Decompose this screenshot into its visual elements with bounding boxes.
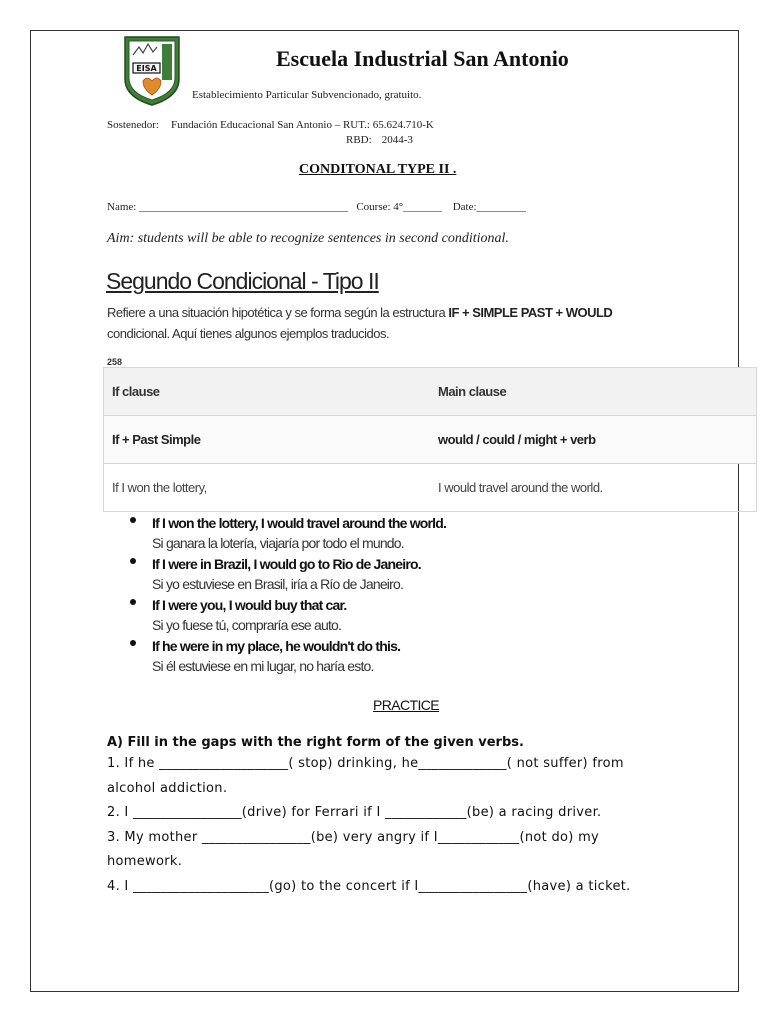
sostenedor-line [107,119,434,131]
exercise-title: A) Fill in the gaps with the right form of the given verbs. [107,735,524,750]
exercise-line: alcohol addiction. [107,780,228,796]
example-spanish: Si ganara la lotería, viajaría por todo el mundo. [152,535,404,551]
list-item [130,554,446,595]
exercise-line: 3. My mother ________________(be) very angry if I____________(not do) my [107,829,600,845]
example-english: If he were in my place, he wouldn't do this. [152,638,401,654]
student-info-line: Name: ______________________________________ Course: 4°_______ Date:_________ [107,201,527,213]
header-main-clause: Main clause [430,368,757,416]
exercise-line: 4. I ____________________(go) to the concert if I________________(have) a ticket. [107,878,631,894]
example-english: If I were in Brazil, I would go to Rio de Janeiro. [152,556,421,572]
header-if-clause: If clause [104,368,431,416]
bullet-icon [130,599,136,605]
bullet-icon [130,517,136,523]
exercise-line: 1. If he ___________________( stop) drinking, he_____________( not suffer) from [107,756,624,771]
rbd-value: 2044-3 [381,134,413,146]
bullet-icon [130,640,136,646]
sostenedor-label: Sostenedor: [107,119,159,131]
intro-structure: IF + SIMPLE PAST + WOULD [448,305,613,320]
school-subtitle: Establecimiento Particular Subvencionado, gratuito. [192,89,422,101]
table-cell: would / could / might + verb [430,416,757,464]
grammar-table [103,367,757,512]
school-name: Escuela Industrial San Antonio [276,46,569,71]
table-cell: I would travel around the world. [430,464,757,512]
example-spanish: Si yo fuese tú, compraría ese auto. [152,617,342,633]
example-spanish: Si yo estuviese en Brasil, iría a Río de Janeiro. [152,576,404,592]
list-item [130,595,446,636]
table-cell: If + Past Simple [104,416,431,464]
list-item [130,636,446,677]
exercise-a [107,734,677,899]
rbd-line [346,134,413,146]
rbd-label: RBD: [346,134,372,146]
intro-text: Refiere a una situación hipotética y se forma según la estructura [107,305,446,320]
bullet-icon [130,558,136,564]
sostenedor-value: Fundación Educacional San Antonio – RUT.: 65.624.710-K [170,119,434,131]
aim-statement: Aim: students will be able to recognize sentences in second conditional. [107,231,509,246]
example-english: If I were you, I would buy that car. [152,597,347,613]
school-logo [121,35,183,107]
example-list [130,513,446,677]
exercise-line: homework. [107,854,183,869]
practice-heading: PRACTICE [373,697,439,713]
table-row [104,416,757,464]
table-number: 258 [107,357,123,367]
document-title: CONDITONAL TYPE II . [299,162,457,177]
intro-text-2: condicional. Aquí tienes algunos ejemplos traducidos. [107,326,390,341]
lesson-intro [107,302,667,344]
table-cell: If I won the lottery, [104,464,431,512]
table-header-row [104,368,757,416]
exercise-line: 2. I ________________(drive) for Ferrari if I ____________(be) a racing driver. [107,805,602,820]
logo-text: EISA [136,64,157,73]
lesson-title: Segundo Condicional - Tipo II [106,268,379,294]
example-english: If I won the lottery, I would travel around the world. [152,515,447,531]
example-spanish: Si él estuviese en mi lugar, no haría esto. [152,658,374,674]
table-row [104,464,757,512]
list-item [130,513,446,554]
